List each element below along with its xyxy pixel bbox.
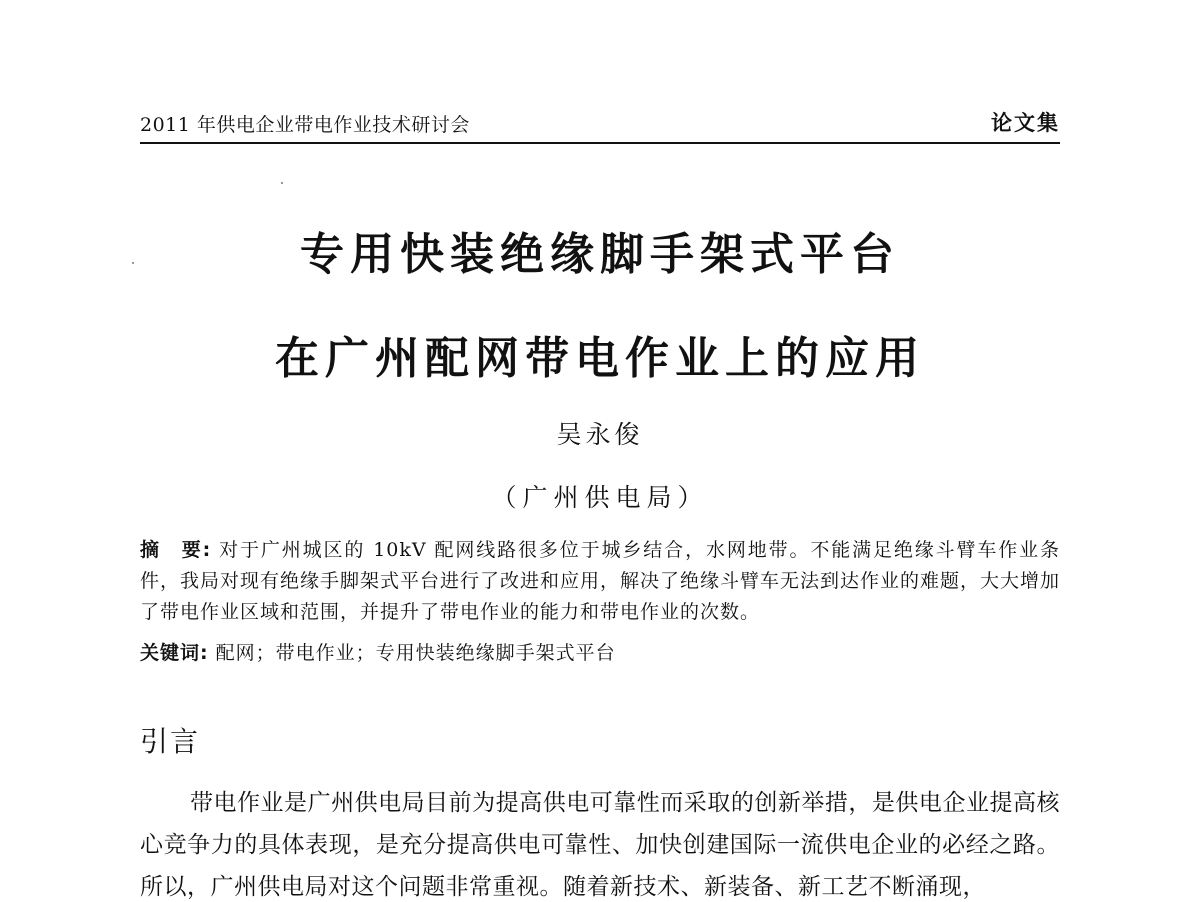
paper-title-line-1: 专用快装绝缘脚手架式平台 xyxy=(300,229,900,280)
keywords xyxy=(140,638,1060,665)
conference-name: 2011 年供电企业带电作业技术研讨会 xyxy=(140,114,470,136)
section-heading-introduction: 引言 xyxy=(140,725,201,758)
keywords-label: 关键词: xyxy=(140,642,209,664)
scan-speck xyxy=(281,182,283,184)
paper-title-line-2: 在广州配网带电作业上的应用 xyxy=(275,333,925,384)
abstract-label: 摘 要: xyxy=(140,539,212,561)
author-affiliation: （广州供电局） xyxy=(491,483,709,512)
scan-speck xyxy=(132,262,134,264)
abstract-text: 对于广州城区的 10kV 配网线路很多位于城乡结合，水网地带。不能满足绝缘斗臂车作业条件，我局对现有绝缘手脚架式平台进行了改进和应用，解决了绝缘斗臂车无法到达作业的难题，大大增加了带电作业区域和范围，并提升了带电作业的能力和带电作业的次数。 xyxy=(140,539,1061,623)
author-name: 吴永俊 xyxy=(556,420,644,449)
abstract xyxy=(140,535,1060,628)
collection-label: 论文集 xyxy=(991,110,1060,135)
body-paragraph: 带电作业是广州供电局目前为提高供电可靠性而采取的创新举措，是供电企业提高核心竞争力的具体表现，是充分提高供电可靠性、加快创建国际一流供电企业的必经之路。所以，广州供电局对这个问题非常重视。随着新技术、新装备、新工艺不断涌现， xyxy=(140,790,1060,900)
keywords-text: 配网；带电作业；专用快装绝缘脚手架式平台 xyxy=(208,642,616,664)
running-header xyxy=(140,108,1060,144)
